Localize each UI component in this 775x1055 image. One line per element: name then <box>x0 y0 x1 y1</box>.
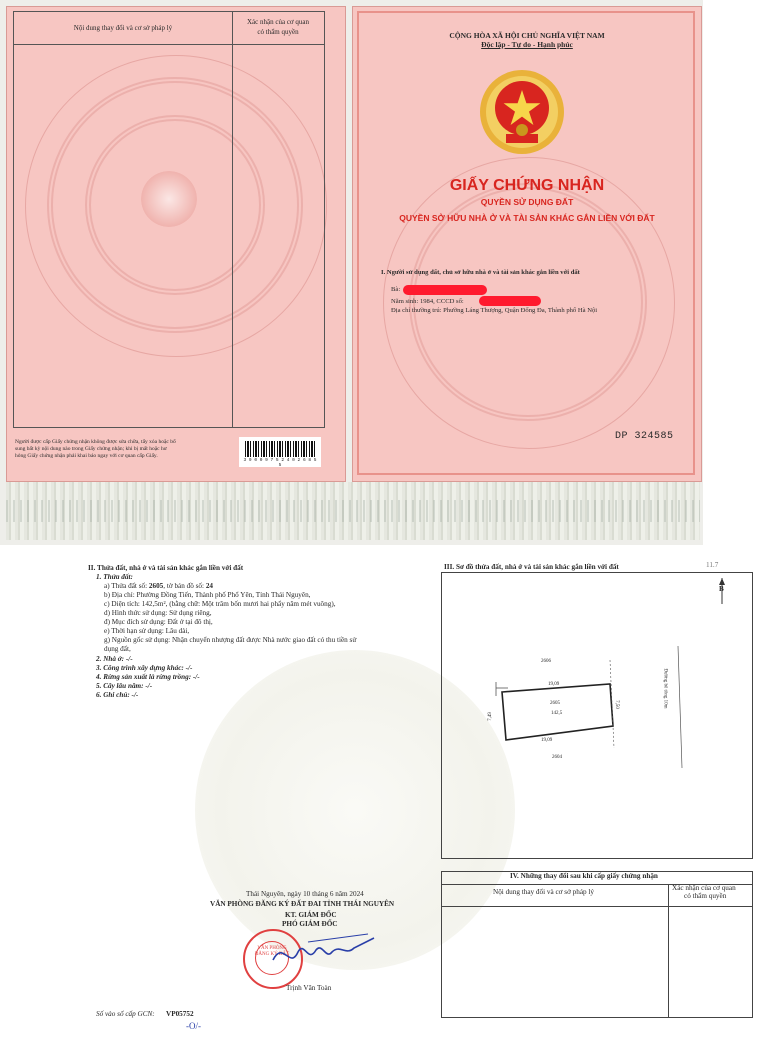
issuing-office: VĂN PHÒNG ĐĂNG KÝ ĐẤT ĐAI TỈNH THÁI NGUYÊN <box>210 900 395 908</box>
item-notes: 6. Ghi chú: -/- <box>96 691 139 699</box>
register-initials: -O/- <box>186 1021 201 1031</box>
address-line: Địa chỉ thường trú: Phường Láng Thượng, Quận Đống Đa, Thành phố Hà Nội <box>391 307 598 314</box>
south-parcel-label: 2604 <box>552 755 562 760</box>
place-date: Thái Nguyên, ngày 10 tháng 6 năm 2024 <box>246 890 364 898</box>
parcel-mid: , tờ bản đồ số: <box>163 582 205 590</box>
national-motto: Độc lập - Tự do - Hạnh phúc <box>481 40 573 49</box>
item-house: 2. Nhà ở: -/- <box>96 655 133 663</box>
birth-id-line: Năm sinh: 1984, CCCD số: <box>391 298 464 305</box>
corner-mark: 11.7 <box>706 561 719 569</box>
map-sheet-number: 24 <box>205 582 213 590</box>
page-separator <box>0 545 775 549</box>
national-title: CỘNG HÒA XÃ HỘI CHỦ NGHĨA VIỆT NAM <box>449 31 605 40</box>
table-header-content: Nội dung thay đổi và cơ sở pháp lý <box>73 24 173 32</box>
right-length-label: 7,50 <box>613 700 619 709</box>
register-label: Số vào sổ cấp GCN: <box>96 1010 155 1018</box>
register-number: VP05752 <box>166 1010 194 1018</box>
item-other-works: 3. Công trình xây dựng khác: -/- <box>96 664 193 672</box>
bottom-length-label: 19,09 <box>541 738 553 743</box>
signer-authority: KT. GIÁM ĐỐC <box>285 911 337 919</box>
signer-title: PHÓ GIÁM ĐỐC <box>282 920 338 928</box>
table-header-authority-2: có thẩm quyền <box>684 892 727 900</box>
certificate-title: GIẤY CHỨNG NHẬN <box>449 177 605 194</box>
redacted-id-number <box>479 296 541 306</box>
owner-label: Bà: <box>391 286 401 293</box>
item-address: b) Địa chỉ: Phường Đồng Tiến, Thành phố Phổ Yên, Tỉnh Thái Nguyên, <box>104 591 311 599</box>
item-use-term: e) Thời hạn sử dụng: Lâu dài, <box>104 627 190 635</box>
table-header-authority-1: Xác nhận của cơ quan <box>246 18 309 26</box>
table-header-content: Nội dung thay đổi và cơ sở pháp lý <box>493 888 595 896</box>
certificate-subtitle-2: QUYỀN SỞ HỮU NHÀ Ở VÀ TÀI SẢN KHÁC GẮN LIỀN VỚI ĐẤT <box>399 213 655 223</box>
seal-text: VĂN PHÒNG ĐĂNG KÝ ĐẤT <box>254 946 290 957</box>
barcode <box>239 437 321 467</box>
item-parcel-number <box>104 582 213 591</box>
item-use-purpose: đ) Mục đích sử dụng: Đất ở tại đô thị, <box>104 618 213 626</box>
notice-line: sung bất kỳ nội dung nào trong Giấy chứng nhận; khi bị mất hoặc hư <box>15 446 167 452</box>
top-length-label: 19,09 <box>548 682 560 687</box>
parcel-area-label: 142,5 <box>551 711 563 716</box>
barcode-bars <box>245 441 315 457</box>
signer-name: Trịnh Văn Toàn <box>286 984 332 992</box>
item-origin: g) Nguồn gốc sử dụng: Nhận chuyển nhượng đất được Nhà nước giao đất có thu tiền sử <box>104 636 357 644</box>
changes-table <box>13 11 325 428</box>
parcel-number: 2605 <box>148 582 164 590</box>
handwritten-signature <box>268 930 378 975</box>
notice-line: Người được cấp Giấy chứng nhận không được sửa chữa, tẩy xóa hoặc bổ <box>15 439 176 445</box>
north-parcel-label: 2606 <box>541 659 551 664</box>
section-4-heading: IV. Những thay đổi sau khi cấp giấy chứng nhận <box>510 872 658 880</box>
item-use-form: d) Hình thức sử dụng: Sử dụng riêng, <box>104 609 212 617</box>
section-2-heading: II. Thửa đất, nhà ở và tài sản khác gắn liền với đất <box>88 564 244 572</box>
parcel-number-label: 2605 <box>550 701 560 706</box>
redacted-owner-name <box>403 285 487 295</box>
certificate-subtitle-1: QUYỀN SỬ DỤNG ĐẤT <box>480 197 574 207</box>
notice-line: hỏng Giấy chứng nhận phải khai báo ngay với cơ quan cấp Giấy. <box>15 453 158 459</box>
north-label: B <box>719 585 724 593</box>
item-perennial: 5. Cây lâu năm: -/- <box>96 682 153 690</box>
certificate-back-page <box>6 6 346 482</box>
national-emblem-icon <box>478 68 566 156</box>
left-length-label: 7,49 <box>487 712 493 721</box>
section-3-heading: III. Sơ đồ thửa đất, nhà ở và tài sản khác gắn liền với đất <box>444 563 619 571</box>
serial-number: DP 324585 <box>615 431 674 442</box>
barcode-number: 3 9 0 0 9 7 5 2 4 0 2 6 8 5 5 <box>243 458 317 468</box>
section-1-heading: I. Người sử dụng đất, chủ sở hữu nhà ở và tài sản khác gắn liền với đất <box>381 269 580 276</box>
item-origin-cont: dụng đất, <box>104 645 131 653</box>
table-header-authority-2: có thẩm quyền <box>257 28 299 36</box>
parcel-prefix: a) Thửa đất số: <box>104 582 148 590</box>
item-area: c) Diện tích: 142,5m², (bằng chữ: Một trăm bốn mươi hai phẩy năm mét vuông), <box>104 600 336 608</box>
item-parcel-heading: 1. Thửa đất: <box>96 573 133 581</box>
scan-texture-band <box>6 500 700 522</box>
warning-notice <box>15 439 245 460</box>
table-header-authority-1: Xác nhận của cơ quan <box>672 884 736 892</box>
road-label: Đường bê tông 10m <box>662 668 668 709</box>
item-forest: 4. Rừng sản xuất là rừng trồng: -/- <box>96 673 200 681</box>
